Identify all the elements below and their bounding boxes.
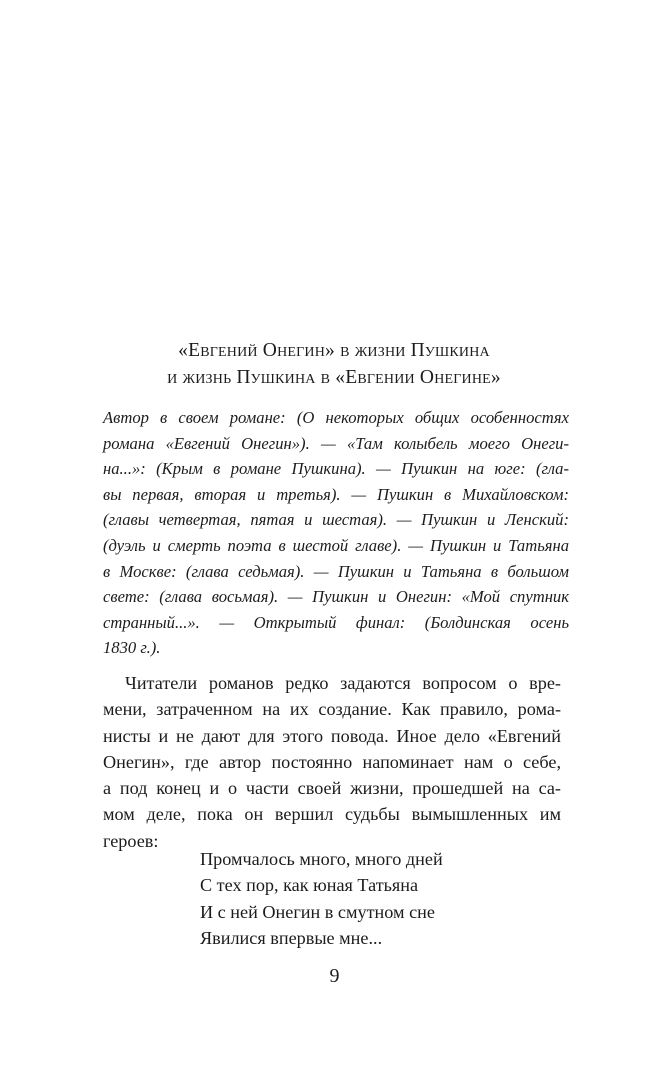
body-line: мом деле, пока он вершил судьбы вымышленных им — [103, 804, 561, 825]
body-line: Онегин», где автор постоянно напоминает нам о себе, — [103, 751, 561, 772]
page-number: 9 — [329, 965, 340, 987]
verse-line: Явилися впервые мне... — [200, 927, 383, 948]
chapter-title-line: и жизнь Пушкина в «Евгении Онегине» — [167, 367, 501, 388]
abstract-line: вы первая, вторая и третья). — Пушкин в Михайловском: — [103, 484, 569, 504]
abstract-line: (главы четвертая, пятая и шестая). — Пушкин и Ленский: — [103, 510, 569, 530]
body-line: а под конец и о части своей жизни, прошедшей на са- — [103, 778, 561, 799]
body-line: героев: — [103, 830, 159, 851]
body-line: нисты и не дают для этого повода. Иное дело «Евгений — [103, 725, 561, 746]
verse-line: Промчалось много, много дней — [200, 849, 443, 869]
body-line: мени, затраченном на их создание. Как правило, рома- — [103, 699, 561, 720]
abstract-line: в Москве: (глава седьмая). — Пушкин и Татьяна в большом — [103, 561, 569, 581]
abstract-line: (дуэль и смерть поэта в шестой главе). — Пушкин и Татьяна — [103, 535, 569, 555]
verse-line: С тех пор, как юная Татьяна — [200, 875, 419, 896]
abstract-line: Автор в своем романе: (О некоторых общих особенностях — [103, 408, 569, 427]
chapter-title — [96, 337, 572, 391]
body-line: Читатели романов редко задаются вопросом о вре- — [125, 673, 561, 693]
verse-quote — [200, 846, 443, 951]
abstract-line: романа «Евгений Онегин»). — «Там колыбель моего Онеги- — [103, 433, 569, 453]
abstract-line: 1830 г.). — [103, 638, 161, 658]
abstract-line: на...»: (Крым в романе Пушкина). — Пушкин на юге: (гла- — [103, 459, 569, 479]
abstract-line: свете: (глава восьмая). — Пушкин и Онегин: «Мой спутник — [103, 587, 569, 607]
verse-line: И с ней Онегин в смутном сне — [200, 901, 435, 922]
chapter-title-line: «Евгений Онегин» в жизни Пушкина — [178, 340, 490, 361]
abstract-line: странный...». — Открытый финал: (Болдинская осень — [103, 612, 569, 632]
body-paragraph — [103, 670, 561, 854]
chapter-abstract — [103, 405, 569, 661]
